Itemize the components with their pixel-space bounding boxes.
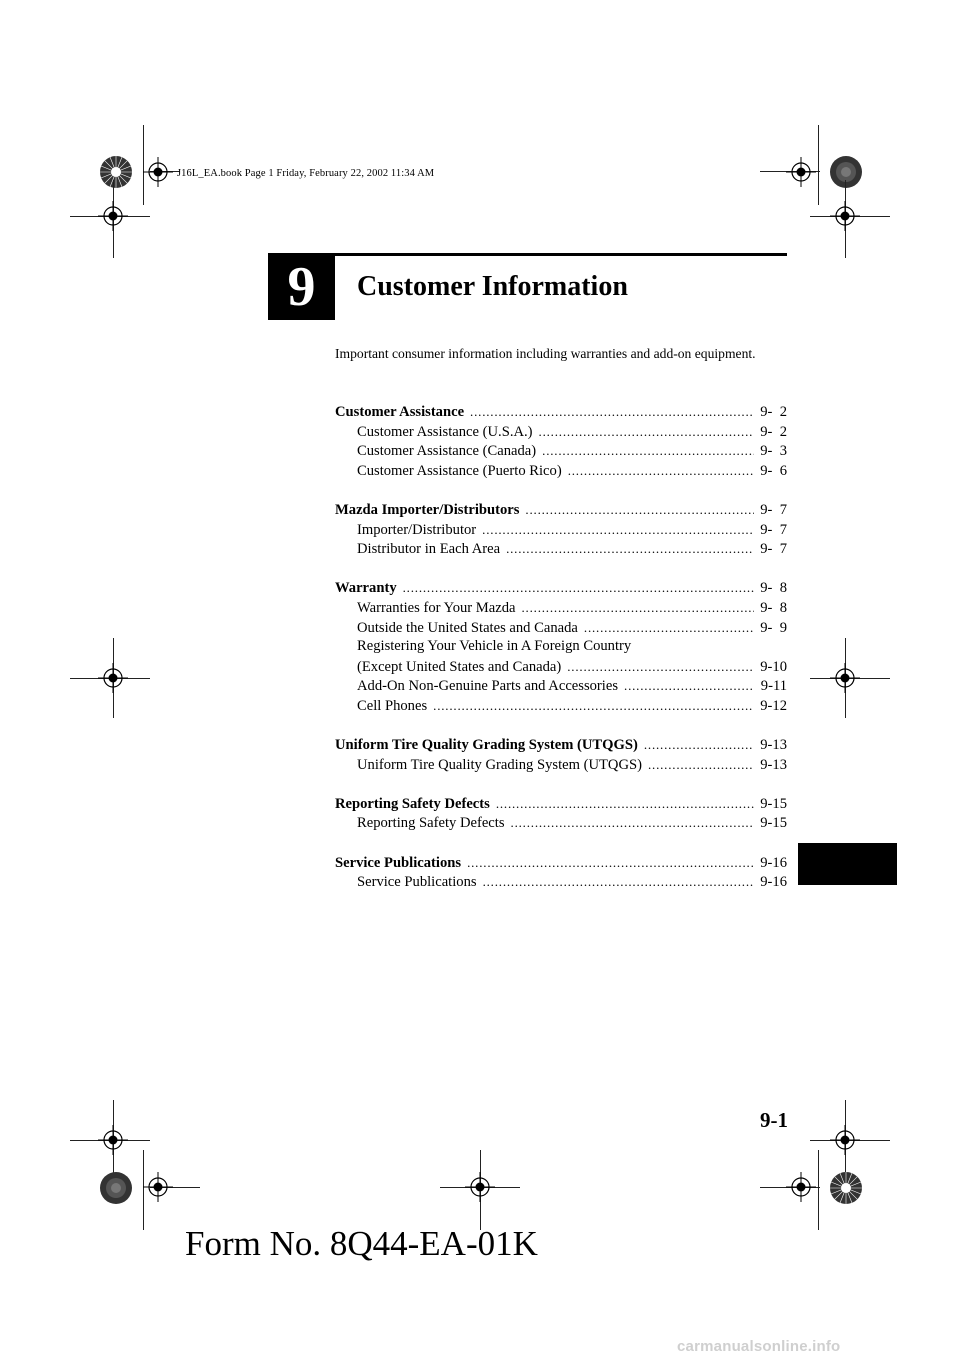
toc-heading[interactable]: Mazda Importer/Distributors ..... 9- 7 [335,500,787,520]
registration-mark-icon [143,1172,173,1202]
toc-section [335,794,787,833]
toc-section [335,578,787,715]
toc-heading[interactable]: Service Publications ..... 9-16 [335,853,787,873]
chapter-intro: Important consumer information including warranties and add-on equipment. [335,346,756,361]
toc-heading[interactable]: Uniform Tire Quality Grading System (UTQGS) ..... 9-13 [335,735,787,755]
toc-section [335,853,787,892]
registration-mark-icon [786,1172,816,1202]
toc-entry[interactable]: Customer Assistance (U.S.A.) ..... 9- 2 [335,422,787,442]
registration-mark-icon [98,201,128,231]
watermark: carmanualsonline.info [677,1338,841,1355]
toc-heading[interactable]: Reporting Safety Defects ..... 9-15 [335,794,787,814]
registration-sunburst-icon [829,155,863,189]
toc-entry[interactable]: Customer Assistance (Puerto Rico) ..... 9- 6 [335,461,787,481]
toc-entry[interactable]: Add-On Non-Genuine Parts and Accessories ..... 9-11 [335,676,787,696]
registration-mark-icon [786,157,816,187]
toc-heading[interactable]: Customer Assistance ..... 9- 2 [335,402,787,422]
toc-entry[interactable]: Outside the United States and Canada ..... 9- 9 [335,618,787,638]
toc-section [335,402,787,480]
toc-entry[interactable]: Warranties for Your Mazda ..... 9- 8 [335,598,787,618]
table-of-contents [335,402,787,911]
chapter-thumb-tab [798,843,897,885]
toc-entry[interactable]: Distributor in Each Area ..... 9- 7 [335,539,787,559]
registration-sunburst-icon [99,155,133,189]
chapter-number: 9 [287,255,316,318]
registration-mark-icon [98,1125,128,1155]
registration-sunburst-icon [829,1171,863,1205]
registration-mark-icon [830,201,860,231]
registration-mark-icon [143,157,173,187]
registration-mark-icon [465,1172,495,1202]
toc-entry[interactable]: Reporting Safety Defects ..... 9-15 [335,813,787,833]
toc-heading[interactable]: Warranty ..... 9- 8 [335,578,787,598]
registration-mark-icon [98,663,128,693]
form-number: Form No. 8Q44-EA-01K [185,1224,538,1263]
toc-entry[interactable]: Importer/Distributor ..... 9- 7 [335,520,787,540]
toc-entry[interactable]: (Except United States and Canada) ..... 9-10 [335,657,787,677]
chapter-title: Customer Information [357,271,628,302]
print-info: J16L_EA.book Page 1 Friday, February 22, 2002 11:34 AM [177,168,435,179]
toc-entry[interactable]: Customer Assistance (Canada) ..... 9- 3 [335,441,787,461]
page-number: 9-1 [760,1108,788,1132]
toc-section [335,735,787,774]
toc-entry[interactable]: Registering Your Vehicle in A Foreign Country [357,638,632,655]
registration-mark-icon [830,1125,860,1155]
toc-section [335,500,787,559]
chapter-number-box [268,253,335,320]
chapter-rule [335,253,787,256]
toc-entry[interactable]: Cell Phones ..... 9-12 [335,696,787,716]
registration-sunburst-icon [99,1171,133,1205]
registration-mark-icon [830,663,860,693]
toc-entry[interactable]: Service Publications ..... 9-16 [335,872,787,892]
toc-entry[interactable]: Uniform Tire Quality Grading System (UTQGS) ..... 9-13 [335,755,787,775]
